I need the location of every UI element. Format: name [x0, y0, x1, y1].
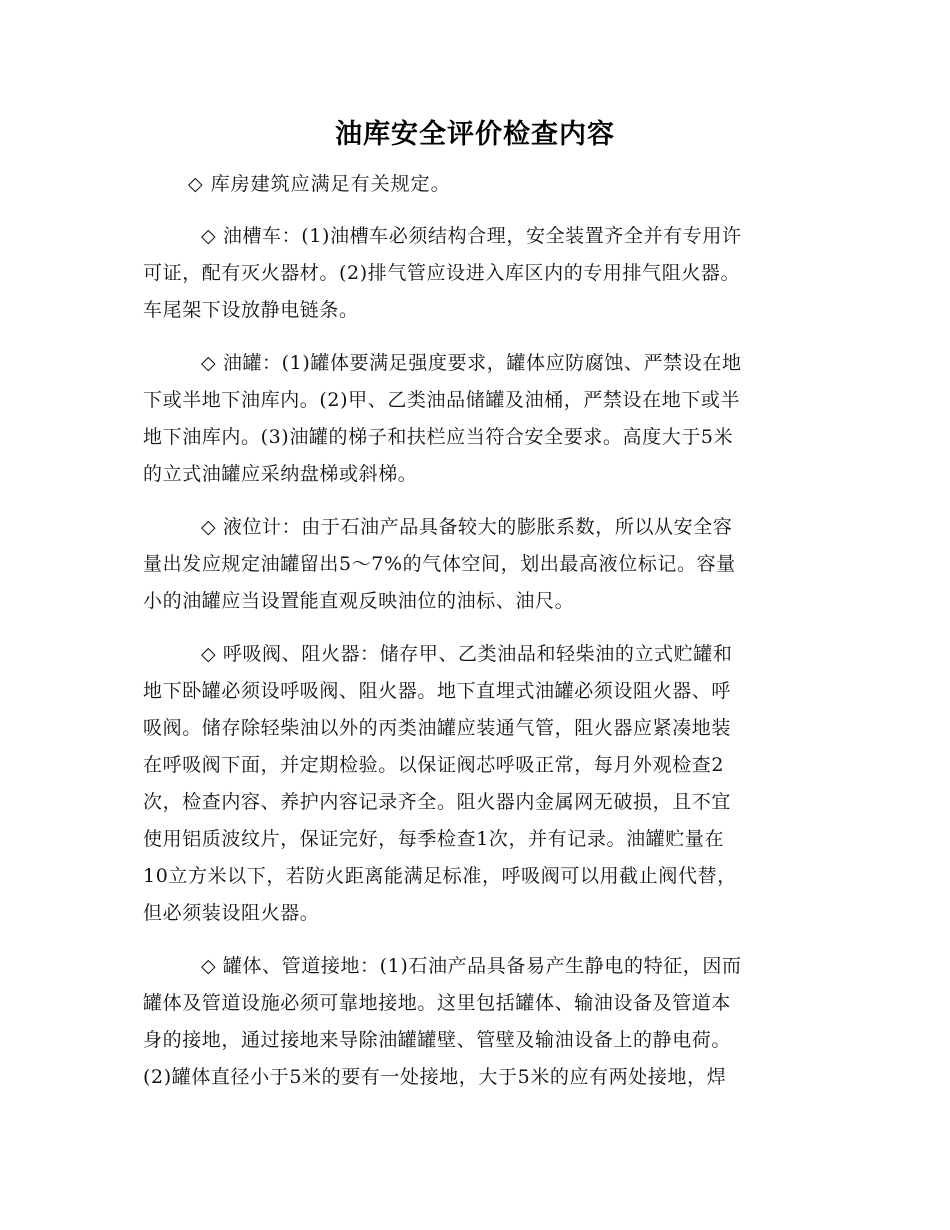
document-title: 油库安全评价检查内容 [335, 119, 615, 150]
text-line: ◇ 油槽车：(1)油槽车必须结构合理，安全装置齐全并有专用许 [201, 225, 742, 247]
paragraph-oil-tank [143, 345, 807, 493]
text-line: 下或半地下油库内。(2)甲、乙类油品储罐及油桶，严禁设在地下或半 [143, 389, 741, 411]
text-line: 但必须装设阻火器。 [143, 902, 320, 924]
text-line: 量出发应规定油罐留出5～7%的气体空间，划出最高液位标记。容量 [143, 553, 736, 575]
text-line: 次，检查内容、养护内容记录齐全。阻火器内金属网无破损，且不宜 [143, 791, 732, 813]
text-line: ◇ 罐体、管道接地：(1)石油产品具备易产生静电的特征，因而 [201, 955, 742, 977]
paragraph-level-gauge [143, 509, 807, 620]
text-line: ◇ 液位计：由于石油产品具备较大的膨胀系数，所以从安全容 [201, 516, 733, 538]
text-line: 在呼吸阀下面，并定期检验。以保证阀芯呼吸正常，每月外观检查2 [143, 754, 725, 776]
text-line: (2)罐体直径小于5米的要有一处接地，大于5米的应有两处接地，焊 [143, 1066, 727, 1088]
text-line: 10立方米以下，若防火距离能满足标准，呼吸阀可以用截止阀代替， [143, 865, 737, 887]
document-body [143, 218, 807, 1112]
text-line: 使用铝质波纹片，保证完好，每季检查1次，并有记录。油罐贮量在 [143, 828, 725, 850]
text-line: 的立式油罐应采纳盘梯或斜梯。 [143, 463, 418, 485]
paragraph-breather-valve [143, 636, 807, 932]
paragraph-tank-truck [143, 218, 807, 329]
text-line: 身的接地，通过接地来导除油罐罐壁、管壁及输油设备上的静电荷。 [143, 1029, 732, 1051]
text-line: 车尾架下设放静电链条。 [143, 299, 359, 321]
text-line: 可证，配有灭火器材。(2)排气管应设进入库区内的专用排气阻火器。 [143, 262, 741, 284]
text-line: 地下油库内。(3)油罐的梯子和扶栏应当符合安全要求。高度大于5米 [143, 426, 734, 448]
paragraph-grounding [143, 948, 807, 1096]
text-line: 罐体及管道设施必须可靠地接地。这里包括罐体、输油设备及管道本 [143, 992, 732, 1014]
text-line: ◇ 呼吸阀、阻火器：储存甲、乙类油品和轻柴油的立式贮罐和 [201, 643, 733, 665]
text-line: 吸阀。储存除轻柴油以外的丙类油罐应装通气管，阻火器应紧凑地装 [143, 717, 732, 739]
text-line: ◇ 油罐：(1)罐体要满足强度要求，罐体应防腐蚀、严禁设在地 [201, 352, 742, 374]
intro-item-building: ◇ 库房建筑应满足有关规定。 [188, 173, 451, 195]
text-line: 小的油罐应当设置能直观反映油位的油标、油尺。 [143, 590, 575, 612]
text-line: 地下卧罐必须设呼吸阀、阻火器。地下直埋式油罐必须设阻火器、呼 [143, 680, 732, 702]
